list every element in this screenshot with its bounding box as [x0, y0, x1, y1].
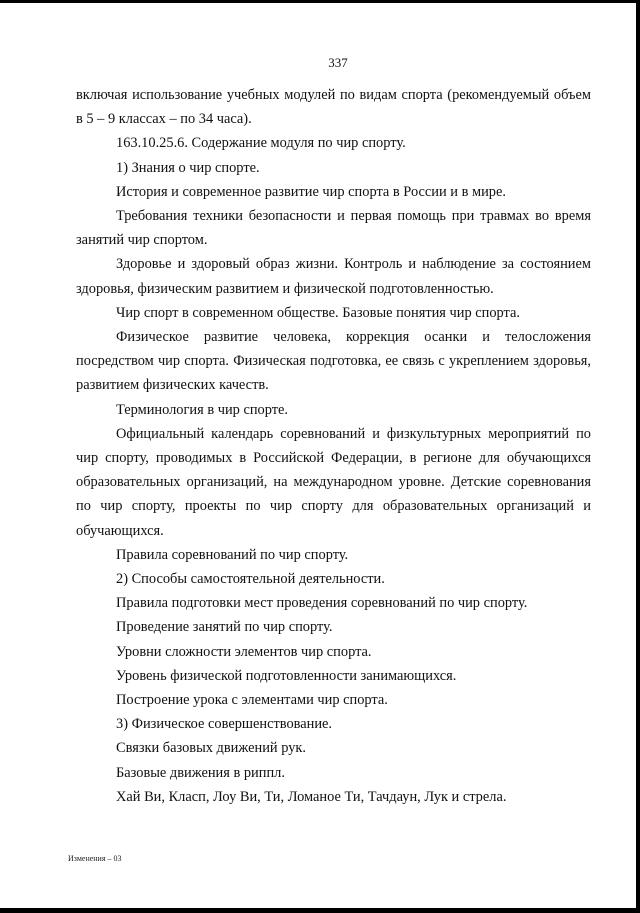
paragraph: Требования техники безопасности и первая помощь при травмах во время занятий чир спортом.	[76, 208, 591, 249]
subsection-heading: 3) Физическое совершенствование.	[116, 716, 333, 733]
scan-border-right	[636, 0, 640, 913]
paragraph: Уровни сложности элементов чир спорта.	[116, 643, 372, 660]
scan-border-bottom	[0, 908, 640, 913]
paragraph: Хай Ви, Класп, Лоу Ви, Ти, Ломаное Ти, Тачдаун, Лук и стрела.	[116, 788, 507, 805]
paragraph: История и современное развитие чир спорта в России и в мире.	[116, 183, 506, 200]
paragraph: Правила соревнований по чир спорту.	[116, 546, 349, 563]
document-body	[76, 83, 591, 809]
paragraph: Физическое развитие человека, коррекция осанки и телосложения посредством чир спорта. Физическая подготовка, ее связь с укреплением здоровья, развитием физических качеств.	[76, 329, 591, 394]
paragraph: Правила подготовки мест проведения соревнований по чир спорту.	[116, 595, 528, 612]
paragraph: Связки базовых движений рук.	[116, 740, 307, 757]
paragraph: Чир спорт в современном обществе. Базовые понятия чир спорта.	[116, 304, 520, 321]
paragraph: включая использование учебных модулей по видам спорта (рекомендуемый объем в 5 – 9 классах – по 34 часа).	[76, 87, 591, 128]
paragraph: Проведение занятий по чир спорту.	[116, 619, 333, 636]
scan-border-top	[0, 0, 640, 3]
subsection-heading: 2) Способы самостоятельной деятельности.	[116, 571, 385, 588]
footer-revision-note: Изменения – 03	[68, 854, 122, 863]
section-heading: 163.10.25.6. Содержание модуля по чир спорту.	[116, 135, 406, 152]
paragraph: Уровень физической подготовленности занимающихся.	[116, 667, 457, 684]
paragraph: Базовые движения в риппл.	[116, 764, 285, 781]
subsection-heading: 1) Знания о чир спорте.	[116, 159, 260, 176]
paragraph: Построение урока с элементами чир спорта.	[116, 692, 388, 709]
page-number: 337	[328, 55, 348, 70]
paragraph: Здоровье и здоровый образ жизни. Контроль и наблюдение за состоянием здоровья, физическим развитием и физической подготовленностью.	[76, 256, 591, 297]
paragraph: Официальный календарь соревнований и физкультурных мероприятий по чир спорту, проводимых в Российской Федерации, в регионе для обучающихся образовательных организаций, на международном уровне. Детские соревнования по чир спорту, проекты по чир спорту для образовательных организаций и обучающихся.	[76, 425, 591, 539]
paragraph: Терминология в чир спорте.	[116, 401, 289, 418]
